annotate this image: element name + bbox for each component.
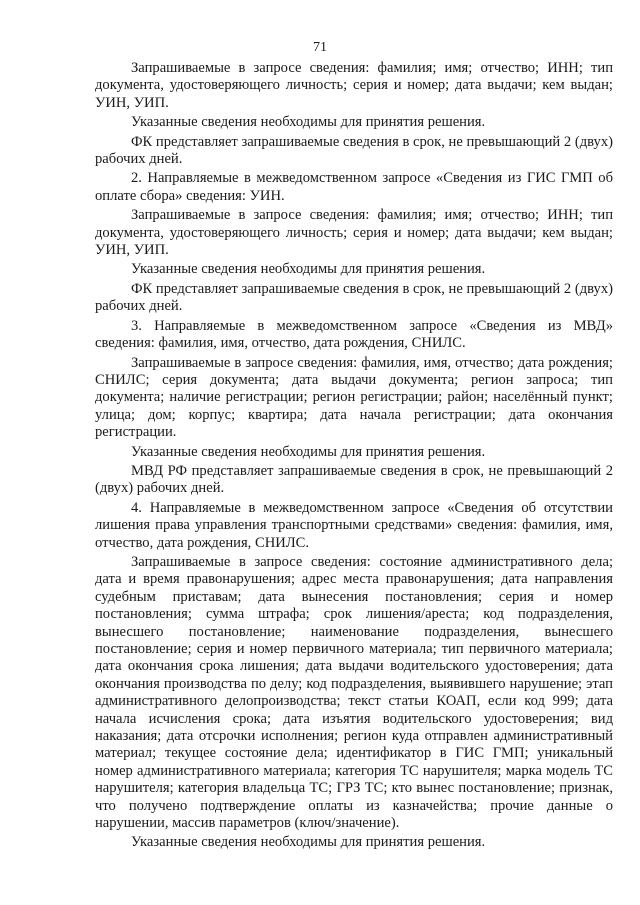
- paragraph: МВД РФ представляет запрашиваемые сведения в срок, не превышающий 2 (двух) рабочих дней.: [95, 462, 613, 497]
- paragraph: Указанные сведения необходимы для принятия решения.: [131, 114, 486, 131]
- paragraph: Запрашиваемые в запросе сведения: фамилия, имя, отчество; дата рождения; СНИЛС; серия документа; дата выдачи документа; регион запроса; тип документа; наличие регистрации; регион регистрации; район; населённый пункт; улица; дом; корпус; квартира; дата начала регистрации; дата окончания регистрации.: [95, 354, 613, 441]
- paragraph: ФК представляет запрашиваемые сведения в срок, не превышающий 2 (двух) рабочих дней.: [95, 280, 613, 315]
- paragraph: Запрашиваемые в запросе сведения: фамилия; имя; отчество; ИНН; тип документа, удостоверяющего личность; серия и номер; дата выдачи; кем выдан; УИН, УИП.: [95, 207, 613, 259]
- paragraph: 4. Направляемые в межведомственном запросе «Сведения об отсутствии лишения права управления транспортными средствами» сведения: фамилия, имя, отчество, дата рождения, СНИЛС.: [95, 499, 613, 551]
- paragraph: 3. Направляемые в межведомственном запросе «Сведения из МВД» сведения: фамилия, имя, отчество, дата рождения, СНИЛС.: [95, 317, 613, 352]
- document-body: [95, 60, 613, 854]
- paragraph: Указанные сведения необходимы для принятия решения.: [131, 443, 486, 460]
- paragraph: Запрашиваемые в запросе сведения: фамилия; имя; отчество; ИНН; тип документа, удостоверяющего личность; серия и номер; дата выдачи; кем выдан; УИН, УИП.: [95, 60, 613, 111]
- paragraph: ФК представляет запрашиваемые сведения в срок, не превышающий 2 (двух) рабочих дней.: [95, 133, 613, 168]
- paragraph: Указанные сведения необходимы для принятия решения.: [131, 834, 486, 851]
- paragraph: Запрашиваемые в запросе сведения: состояние административного дела; дата и время правонарушения; адрес места правонарушения; дата направления судебным приставам; дата вынесения постановления; серия и номер постановления; сумма штрафа; срок лишения/ареста; код подразделения, вынесшего постановление; наименование подразделения, вынесшего постановление; серия и номер первичного материала; тип первичного материала; дата окончания срока лишения; дата выдачи водительского удостоверения; дата окончания производства по делу; код подразделения, выявившего нарушение; этап административного делопроизводства; текст статьи КОАП, если код 999; дата начала исчисления срока; дата изъятия водительского удостоверения; вид наказания; дата отсрочки исполнения; регион куда отправлен административный материал; текущее состояние дела; идентификатор в ГИС ГМП; уникальный номер административного материала; категория ТС нарушителя; марка модель ТС нарушителя; категория владельца ТС; ГРЗ ТС; кто вынес постановление; признак, что получено подтверждение оплаты из казначейства; прочие данные о нарушении, массив параметров (ключ/значение).: [95, 553, 613, 832]
- paragraph: Указанные сведения необходимы для принятия решения.: [131, 261, 486, 278]
- page-number: 71: [313, 40, 327, 55]
- paragraph: 2. Направляемые в межведомственном запросе «Сведения из ГИС ГМП об оплате сбора» сведения: УИН.: [95, 170, 613, 204]
